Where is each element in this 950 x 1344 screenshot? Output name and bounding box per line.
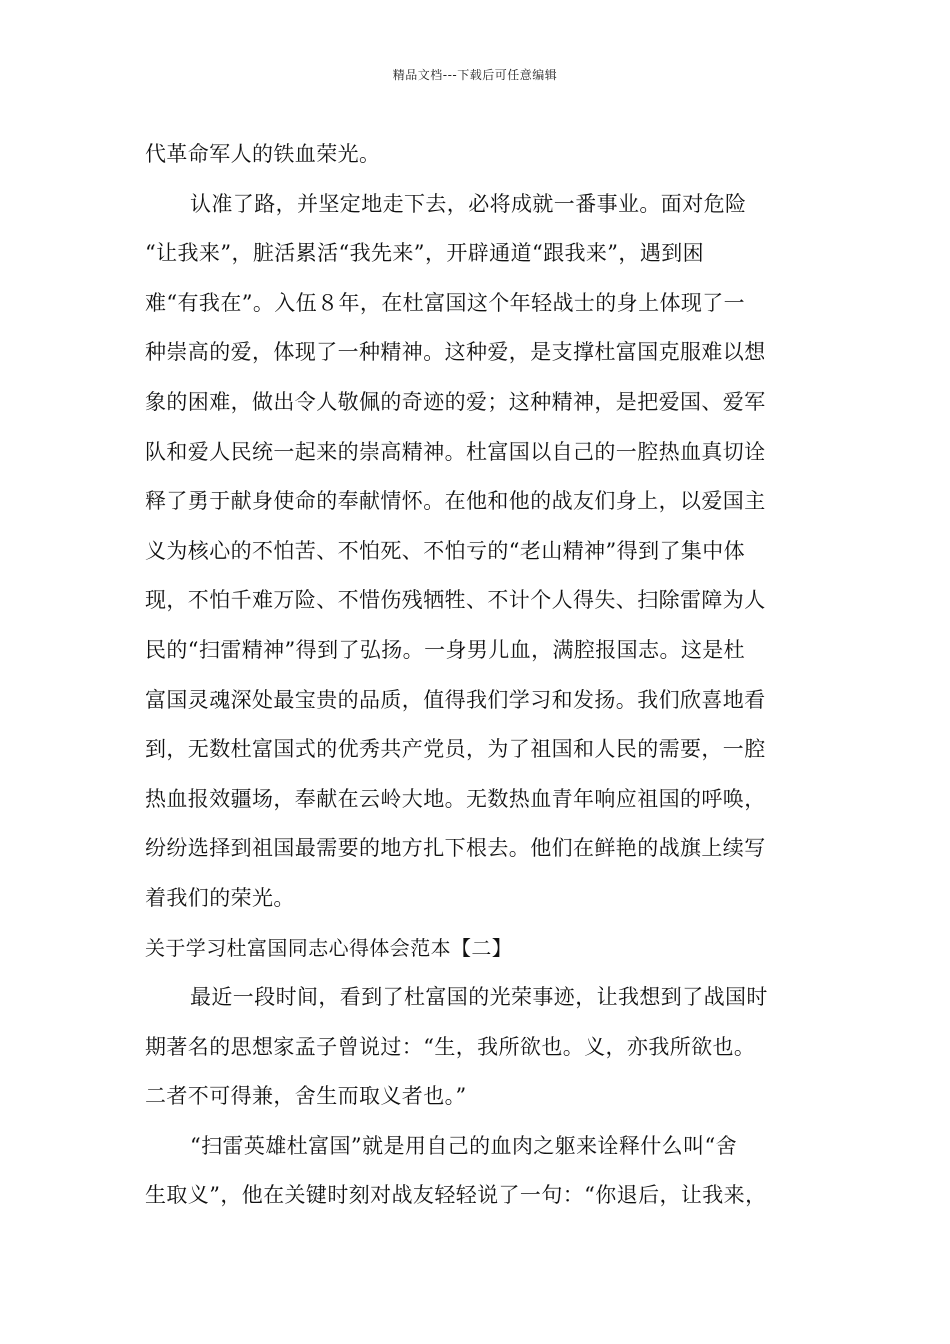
text-line: 到，无数杜富国式的优秀共产党员，为了祖国和人民的需要，一腔 xyxy=(145,737,766,762)
paragraph-start-line: 最近一段时间，看到了杜富国的光荣事迹，让我想到了战国时 xyxy=(190,985,768,1010)
text-line: 象的困难，做出令人敬佩的奇迹的爱；这种精神，是把爱国、爱军 xyxy=(145,389,766,414)
text-line: “让我来”，脏活累活“我先来”，开辟通道“跟我来”，遇到困 xyxy=(145,241,705,266)
text-line: 难“有我在”。入伍８年，在杜富国这个年轻战士的身上体现了一 xyxy=(145,290,746,315)
text-line: 民的“扫雷精神”得到了弘扬。一身男儿血，满腔报国志。这是杜 xyxy=(145,637,746,662)
paragraph-start-line: “扫雷英雄杜富国”就是用自己的血肉之躯来诠释什么叫“舍 xyxy=(190,1133,738,1158)
page-header: 精品文档---下载后可任意编辑 xyxy=(392,68,558,82)
text-line: 生取义”，他在关键时刻对战友轻轻说了一句：“你退后，让我来， xyxy=(145,1183,767,1208)
text-line: 队和爱人民统一起来的崇高精神。杜富国以自己的一腔热血真切诠 xyxy=(145,439,766,464)
text-line: 热血报效疆场，奉献在云岭大地。无数热血青年响应祖国的呼唤， xyxy=(145,786,766,811)
text-line: 着我们的荣光。 xyxy=(145,885,295,910)
text-line: 期著名的思想家孟子曾说过：“生，我所欲也。义，亦我所欲也。 xyxy=(145,1034,756,1059)
section-heading: 关于学习杜富国同志心得体会范本【二】 xyxy=(145,935,513,960)
text-line: 义为核心的不怕苦、不怕死、不怕亏的“老山精神”得到了集中体 xyxy=(145,538,746,563)
paragraph-start-line: 认准了路，并坚定地走下去，必将成就一番事业。面对危险 xyxy=(190,191,747,216)
document-body xyxy=(145,130,810,1221)
text-line: 富国灵魂深处最宝贵的品质，值得我们学习和发扬。我们欣喜地看 xyxy=(145,687,766,712)
text-line: 代革命军人的铁血荣光。 xyxy=(145,142,381,166)
text-line: 种崇高的爱，体现了一种精神。这种爱，是支撑杜富国克服难以想 xyxy=(145,340,766,365)
text-line: 释了勇于献身使命的奉献情怀。在他和他的战友们身上，以爱国主 xyxy=(145,489,766,514)
text-line: 现，不怕千难万险、不惜伤残牺牲、不计个人得失、扫除雷障为人 xyxy=(145,588,766,613)
text-line: 二者不可得兼，舍生而取义者也。” xyxy=(145,1084,467,1109)
text-line: 纷纷选择到祖国最需要的地方扎下根去。他们在鲜艳的战旗上续写 xyxy=(145,836,766,861)
